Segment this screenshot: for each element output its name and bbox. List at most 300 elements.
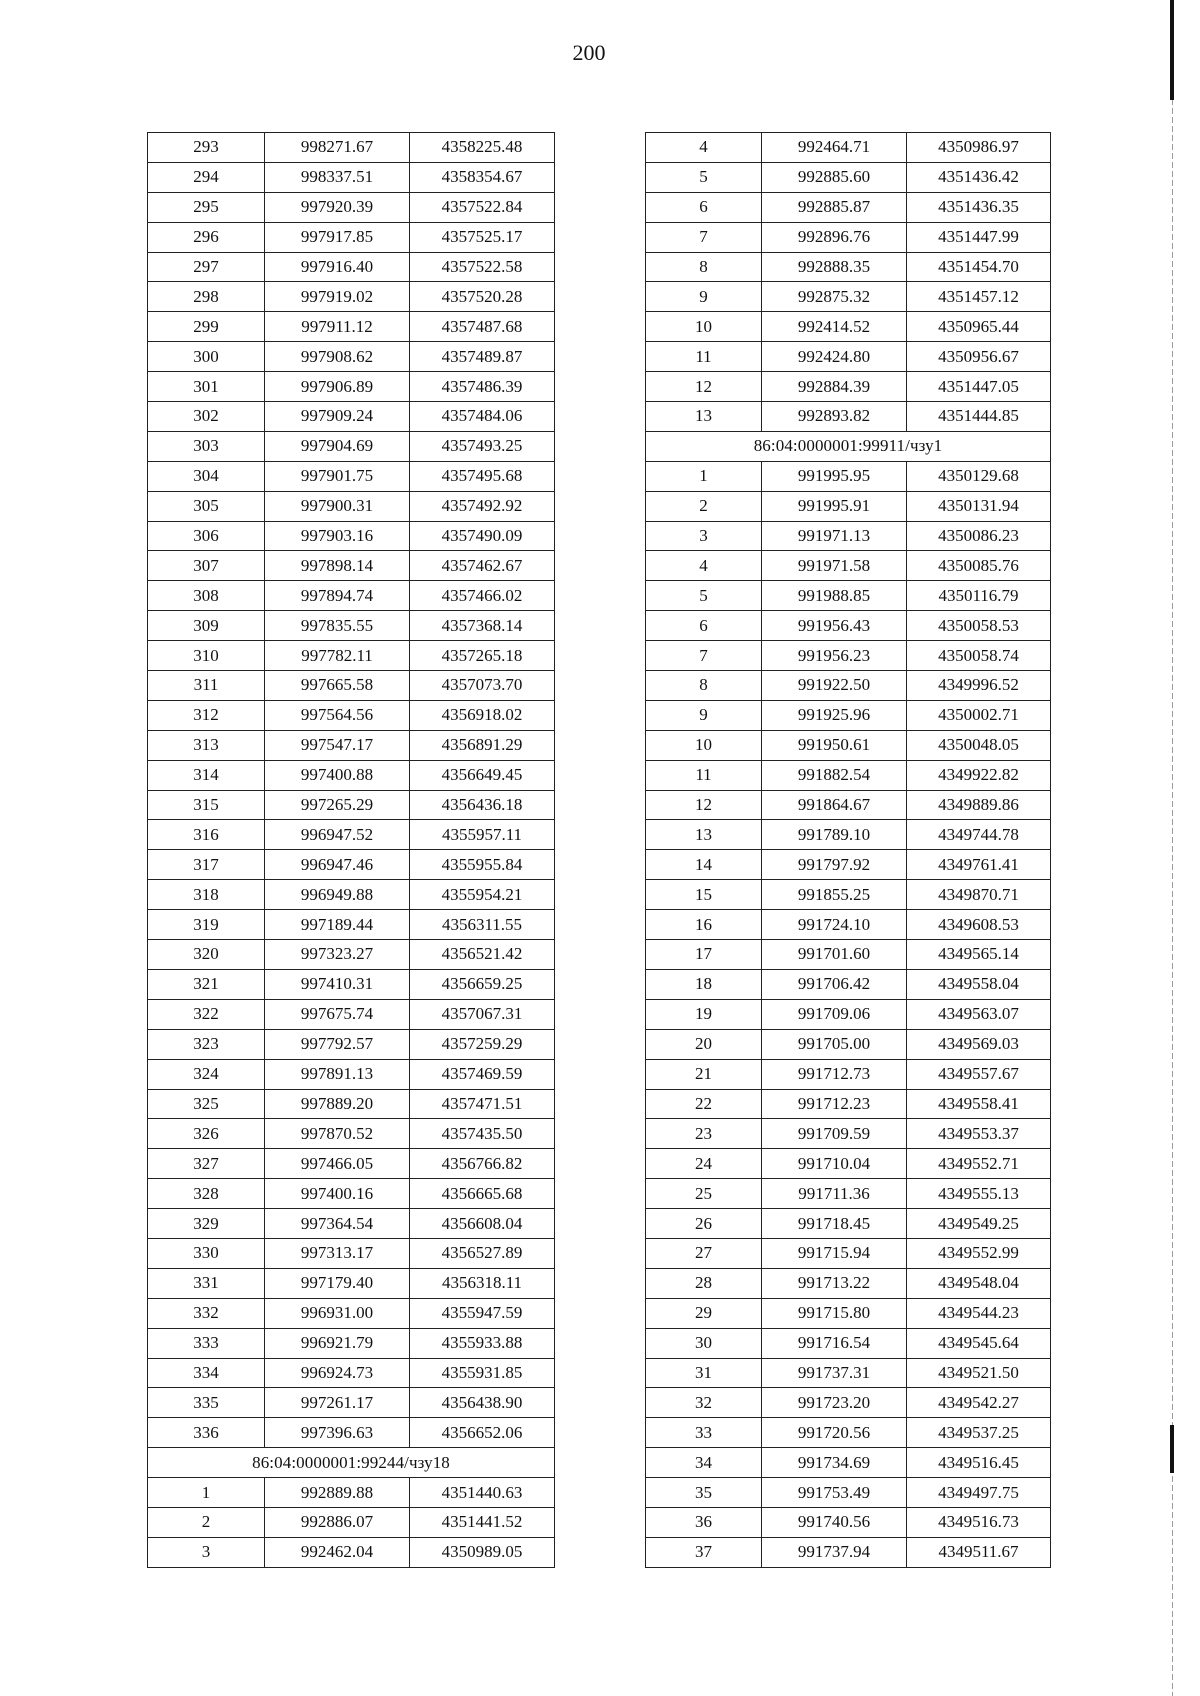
point-number-cell: 23 [646, 1119, 762, 1149]
x-coordinate-cell: 991925.96 [762, 700, 907, 730]
x-coordinate-cell: 992896.76 [762, 222, 907, 252]
point-number-cell: 295 [148, 192, 265, 222]
page-number: 200 [572, 40, 606, 65]
x-coordinate-cell: 991706.42 [762, 969, 907, 999]
table-row [646, 700, 1051, 730]
table-row [646, 1358, 1051, 1388]
point-number-cell: 316 [148, 820, 265, 850]
table-row [148, 521, 555, 551]
table-row [646, 880, 1051, 910]
y-coordinate-cell: 4349744.78 [907, 820, 1051, 850]
point-number-cell: 10 [646, 730, 762, 760]
table-row [646, 1149, 1051, 1179]
y-coordinate-cell: 4357525.17 [410, 222, 555, 252]
table-row [646, 850, 1051, 880]
y-coordinate-cell: 4355933.88 [410, 1328, 555, 1358]
point-number-cell: 13 [646, 820, 762, 850]
y-coordinate-cell: 4349548.04 [907, 1268, 1051, 1298]
table-row [148, 1149, 555, 1179]
x-coordinate-cell: 991753.49 [762, 1478, 907, 1508]
table-row [148, 1328, 555, 1358]
y-coordinate-cell: 4356521.42 [410, 940, 555, 970]
x-coordinate-cell: 997904.69 [265, 431, 410, 461]
point-number-cell: 311 [148, 671, 265, 701]
table-row [148, 790, 555, 820]
y-coordinate-cell: 4350116.79 [907, 581, 1051, 611]
y-coordinate-cell: 4358354.67 [410, 162, 555, 192]
point-number-cell: 306 [148, 521, 265, 551]
y-coordinate-cell: 4349889.86 [907, 790, 1051, 820]
table-row [148, 880, 555, 910]
y-coordinate-cell: 4349516.45 [907, 1448, 1051, 1478]
table-row [148, 1059, 555, 1089]
x-coordinate-cell: 997792.57 [265, 1029, 410, 1059]
point-number-cell: 6 [646, 611, 762, 641]
y-coordinate-cell: 4355955.84 [410, 850, 555, 880]
x-coordinate-cell: 997466.05 [265, 1149, 410, 1179]
y-coordinate-cell: 4356318.11 [410, 1268, 555, 1298]
scan-edge-mark [1170, 1425, 1174, 1473]
point-number-cell: 28 [646, 1268, 762, 1298]
table-row [646, 1418, 1051, 1448]
x-coordinate-cell: 997917.85 [265, 222, 410, 252]
y-coordinate-cell: 4349549.25 [907, 1209, 1051, 1239]
y-coordinate-cell: 4349569.03 [907, 1029, 1051, 1059]
x-coordinate-cell: 997782.11 [265, 641, 410, 671]
table-row [148, 671, 555, 701]
table-row [148, 969, 555, 999]
point-number-cell: 11 [646, 342, 762, 372]
table-row [646, 940, 1051, 970]
table-row [646, 491, 1051, 521]
point-number-cell: 335 [148, 1388, 265, 1418]
x-coordinate-cell: 991712.73 [762, 1059, 907, 1089]
y-coordinate-cell: 4349761.41 [907, 850, 1051, 880]
point-number-cell: 9 [646, 700, 762, 730]
x-coordinate-cell: 996947.52 [265, 820, 410, 850]
point-number-cell: 328 [148, 1179, 265, 1209]
x-coordinate-cell: 998337.51 [265, 162, 410, 192]
table-row [646, 162, 1051, 192]
table-row [148, 431, 555, 461]
point-number-cell: 324 [148, 1059, 265, 1089]
coordinates-table-right [645, 132, 1051, 1568]
y-coordinate-cell: 4349608.53 [907, 910, 1051, 940]
point-number-cell: 12 [646, 790, 762, 820]
table-row [646, 1119, 1051, 1149]
table-row [646, 790, 1051, 820]
y-coordinate-cell: 4351444.85 [907, 402, 1051, 432]
table-row [646, 730, 1051, 760]
table-row [148, 342, 555, 372]
point-number-cell: 5 [646, 162, 762, 192]
table-row [148, 730, 555, 760]
y-coordinate-cell: 4349552.99 [907, 1238, 1051, 1268]
x-coordinate-cell: 992885.87 [762, 192, 907, 222]
point-number-cell: 25 [646, 1179, 762, 1209]
point-number-cell: 16 [646, 910, 762, 940]
point-number-cell: 21 [646, 1059, 762, 1089]
x-coordinate-cell: 991718.45 [762, 1209, 907, 1239]
y-coordinate-cell: 4356918.02 [410, 700, 555, 730]
point-number-cell: 298 [148, 282, 265, 312]
point-number-cell: 30 [646, 1328, 762, 1358]
point-number-cell: 325 [148, 1089, 265, 1119]
x-coordinate-cell: 991701.60 [762, 940, 907, 970]
x-coordinate-cell: 991864.67 [762, 790, 907, 820]
x-coordinate-cell: 991922.50 [762, 671, 907, 701]
y-coordinate-cell: 4350085.76 [907, 551, 1051, 581]
table-row [148, 1268, 555, 1298]
y-coordinate-cell: 4357067.31 [410, 999, 555, 1029]
point-number-cell: 308 [148, 581, 265, 611]
x-coordinate-cell: 991882.54 [762, 760, 907, 790]
point-number-cell: 18 [646, 969, 762, 999]
point-number-cell: 6 [646, 192, 762, 222]
point-number-cell: 34 [646, 1448, 762, 1478]
x-coordinate-cell: 997179.40 [265, 1268, 410, 1298]
table-row [148, 402, 555, 432]
x-coordinate-cell: 997911.12 [265, 312, 410, 342]
table-row [646, 461, 1051, 491]
y-coordinate-cell: 4356659.25 [410, 969, 555, 999]
table-row [148, 999, 555, 1029]
point-number-cell: 36 [646, 1507, 762, 1537]
table-row [646, 1388, 1051, 1418]
y-coordinate-cell: 4349558.04 [907, 969, 1051, 999]
point-number-cell: 1 [646, 461, 762, 491]
point-number-cell: 32 [646, 1388, 762, 1418]
table-row [646, 1537, 1051, 1567]
table-row [148, 461, 555, 491]
x-coordinate-cell: 991956.23 [762, 641, 907, 671]
point-number-cell: 7 [646, 641, 762, 671]
x-coordinate-cell: 992885.60 [762, 162, 907, 192]
y-coordinate-cell: 4349922.82 [907, 760, 1051, 790]
table-row [646, 581, 1051, 611]
y-coordinate-cell: 4349511.67 [907, 1537, 1051, 1567]
table-row [646, 1089, 1051, 1119]
table-row [148, 491, 555, 521]
x-coordinate-cell: 991740.56 [762, 1507, 907, 1537]
point-number-cell: 307 [148, 551, 265, 581]
table-row [646, 312, 1051, 342]
table-row [148, 222, 555, 252]
y-coordinate-cell: 4350989.05 [410, 1537, 555, 1567]
x-coordinate-cell: 996924.73 [265, 1358, 410, 1388]
table-row [646, 342, 1051, 372]
point-number-cell: 322 [148, 999, 265, 1029]
point-number-cell: 313 [148, 730, 265, 760]
table-row [148, 133, 555, 163]
y-coordinate-cell: 4356608.04 [410, 1209, 555, 1239]
point-number-cell: 8 [646, 671, 762, 701]
x-coordinate-cell: 992462.04 [265, 1537, 410, 1567]
point-number-cell: 37 [646, 1537, 762, 1567]
y-coordinate-cell: 4351447.05 [907, 372, 1051, 402]
table-row [148, 940, 555, 970]
x-coordinate-cell: 991855.25 [762, 880, 907, 910]
y-coordinate-cell: 4357466.02 [410, 581, 555, 611]
y-coordinate-cell: 4356527.89 [410, 1238, 555, 1268]
point-number-cell: 310 [148, 641, 265, 671]
point-number-cell: 35 [646, 1478, 762, 1508]
x-coordinate-cell: 997675.74 [265, 999, 410, 1029]
table-row [646, 1209, 1051, 1239]
y-coordinate-cell: 4350058.53 [907, 611, 1051, 641]
x-coordinate-cell: 997261.17 [265, 1388, 410, 1418]
point-number-cell: 7 [646, 222, 762, 252]
y-coordinate-cell: 4357487.68 [410, 312, 555, 342]
point-number-cell: 12 [646, 372, 762, 402]
y-coordinate-cell: 4349557.67 [907, 1059, 1051, 1089]
y-coordinate-cell: 4357484.06 [410, 402, 555, 432]
point-number-cell: 312 [148, 700, 265, 730]
point-number-cell: 323 [148, 1029, 265, 1059]
x-coordinate-cell: 996949.88 [265, 880, 410, 910]
y-coordinate-cell: 4349537.25 [907, 1418, 1051, 1448]
table-row [646, 252, 1051, 282]
y-coordinate-cell: 4349996.52 [907, 671, 1051, 701]
table-row [148, 910, 555, 940]
table-row [148, 1418, 555, 1448]
coordinates-table-left [147, 132, 555, 1568]
x-coordinate-cell: 992414.52 [762, 312, 907, 342]
x-coordinate-cell: 991737.31 [762, 1358, 907, 1388]
x-coordinate-cell: 997564.56 [265, 700, 410, 730]
y-coordinate-cell: 4350048.05 [907, 730, 1051, 760]
table-row [148, 1029, 555, 1059]
y-coordinate-cell: 4357520.28 [410, 282, 555, 312]
x-coordinate-cell: 997323.27 [265, 940, 410, 970]
x-coordinate-cell: 991988.85 [762, 581, 907, 611]
y-coordinate-cell: 4349545.64 [907, 1328, 1051, 1358]
x-coordinate-cell: 997903.16 [265, 521, 410, 551]
table-row [646, 910, 1051, 940]
coordinates-table-body [646, 133, 1051, 1568]
y-coordinate-cell: 4351440.63 [410, 1478, 555, 1508]
point-number-cell: 299 [148, 312, 265, 342]
table-row [646, 133, 1051, 163]
table-row [148, 1209, 555, 1239]
y-coordinate-cell: 4357471.51 [410, 1089, 555, 1119]
section-header-cell: 86:04:0000001:99911/чзу1 [646, 431, 1051, 461]
x-coordinate-cell: 997908.62 [265, 342, 410, 372]
x-coordinate-cell: 997547.17 [265, 730, 410, 760]
point-number-cell: 305 [148, 491, 265, 521]
point-number-cell: 329 [148, 1209, 265, 1239]
y-coordinate-cell: 4350086.23 [907, 521, 1051, 551]
table-row [646, 1298, 1051, 1328]
x-coordinate-cell: 997891.13 [265, 1059, 410, 1089]
y-coordinate-cell: 4356311.55 [410, 910, 555, 940]
table-row [646, 372, 1051, 402]
table-row [646, 1478, 1051, 1508]
y-coordinate-cell: 4349553.37 [907, 1119, 1051, 1149]
point-number-cell: 3 [646, 521, 762, 551]
table-row [646, 551, 1051, 581]
x-coordinate-cell: 991712.23 [762, 1089, 907, 1119]
y-coordinate-cell: 4350131.94 [907, 491, 1051, 521]
point-number-cell: 321 [148, 969, 265, 999]
point-number-cell: 24 [646, 1149, 762, 1179]
x-coordinate-cell: 997189.44 [265, 910, 410, 940]
x-coordinate-cell: 992464.71 [762, 133, 907, 163]
x-coordinate-cell: 997889.20 [265, 1089, 410, 1119]
table-row [646, 611, 1051, 641]
point-number-cell: 20 [646, 1029, 762, 1059]
point-number-cell: 19 [646, 999, 762, 1029]
y-coordinate-cell: 4351441.52 [410, 1507, 555, 1537]
point-number-cell: 5 [646, 581, 762, 611]
point-number-cell: 13 [646, 402, 762, 432]
y-coordinate-cell: 4356766.82 [410, 1149, 555, 1179]
y-coordinate-cell: 4351436.35 [907, 192, 1051, 222]
table-row [148, 1478, 555, 1508]
x-coordinate-cell: 997919.02 [265, 282, 410, 312]
y-coordinate-cell: 4349521.50 [907, 1358, 1051, 1388]
table-row [646, 671, 1051, 701]
y-coordinate-cell: 4357495.68 [410, 461, 555, 491]
point-number-cell: 26 [646, 1209, 762, 1239]
y-coordinate-cell: 4357265.18 [410, 641, 555, 671]
point-number-cell: 27 [646, 1238, 762, 1268]
point-number-cell: 29 [646, 1298, 762, 1328]
x-coordinate-cell: 991711.36 [762, 1179, 907, 1209]
x-coordinate-cell: 991715.80 [762, 1298, 907, 1328]
y-coordinate-cell: 4356665.68 [410, 1179, 555, 1209]
coordinates-table-body [148, 133, 555, 1568]
point-number-cell: 14 [646, 850, 762, 880]
y-coordinate-cell: 4350986.97 [907, 133, 1051, 163]
x-coordinate-cell: 997265.29 [265, 790, 410, 820]
point-number-cell: 293 [148, 133, 265, 163]
x-coordinate-cell: 991705.00 [762, 1029, 907, 1059]
table-row [646, 1448, 1051, 1478]
x-coordinate-cell: 997916.40 [265, 252, 410, 282]
y-coordinate-cell: 4349542.27 [907, 1388, 1051, 1418]
table-row [148, 282, 555, 312]
point-number-cell: 319 [148, 910, 265, 940]
point-number-cell: 31 [646, 1358, 762, 1388]
table-row [148, 1358, 555, 1388]
point-number-cell: 17 [646, 940, 762, 970]
point-number-cell: 309 [148, 611, 265, 641]
table-row [646, 999, 1051, 1029]
point-number-cell: 9 [646, 282, 762, 312]
x-coordinate-cell: 997400.88 [265, 760, 410, 790]
point-number-cell: 8 [646, 252, 762, 282]
y-coordinate-cell: 4349544.23 [907, 1298, 1051, 1328]
x-coordinate-cell: 997909.24 [265, 402, 410, 432]
table-row [646, 222, 1051, 252]
x-coordinate-cell: 997835.55 [265, 611, 410, 641]
y-coordinate-cell: 4357486.39 [410, 372, 555, 402]
table-row [148, 162, 555, 192]
table-row [646, 1507, 1051, 1537]
y-coordinate-cell: 4350002.71 [907, 700, 1051, 730]
table-row [148, 312, 555, 342]
y-coordinate-cell: 4351436.42 [907, 162, 1051, 192]
x-coordinate-cell: 997665.58 [265, 671, 410, 701]
table-row [646, 969, 1051, 999]
point-number-cell: 15 [646, 880, 762, 910]
x-coordinate-cell: 997400.16 [265, 1179, 410, 1209]
point-number-cell: 22 [646, 1089, 762, 1119]
x-coordinate-cell: 997894.74 [265, 581, 410, 611]
y-coordinate-cell: 4355954.21 [410, 880, 555, 910]
x-coordinate-cell: 992875.32 [762, 282, 907, 312]
y-coordinate-cell: 4350129.68 [907, 461, 1051, 491]
y-coordinate-cell: 4357490.09 [410, 521, 555, 551]
y-coordinate-cell: 4357259.29 [410, 1029, 555, 1059]
point-number-cell: 11 [646, 760, 762, 790]
y-coordinate-cell: 4357493.25 [410, 431, 555, 461]
y-coordinate-cell: 4351454.70 [907, 252, 1051, 282]
point-number-cell: 301 [148, 372, 265, 402]
x-coordinate-cell: 997410.31 [265, 969, 410, 999]
point-number-cell: 331 [148, 1268, 265, 1298]
point-number-cell: 334 [148, 1358, 265, 1388]
x-coordinate-cell: 991995.95 [762, 461, 907, 491]
x-coordinate-cell: 998271.67 [265, 133, 410, 163]
x-coordinate-cell: 997870.52 [265, 1119, 410, 1149]
section-row [148, 1448, 555, 1478]
y-coordinate-cell: 4349552.71 [907, 1149, 1051, 1179]
x-coordinate-cell: 991734.69 [762, 1448, 907, 1478]
x-coordinate-cell: 991950.61 [762, 730, 907, 760]
table-row [148, 1089, 555, 1119]
table-row [646, 1059, 1051, 1089]
point-number-cell: 303 [148, 431, 265, 461]
table-row [148, 820, 555, 850]
y-coordinate-cell: 4357522.58 [410, 252, 555, 282]
x-coordinate-cell: 991710.04 [762, 1149, 907, 1179]
table-row [148, 551, 555, 581]
point-number-cell: 294 [148, 162, 265, 192]
section-header-cell: 86:04:0000001:99244/чзу18 [148, 1448, 555, 1478]
x-coordinate-cell: 991956.43 [762, 611, 907, 641]
point-number-cell: 10 [646, 312, 762, 342]
table-row [148, 850, 555, 880]
x-coordinate-cell: 991971.58 [762, 551, 907, 581]
point-number-cell: 300 [148, 342, 265, 372]
point-number-cell: 4 [646, 133, 762, 163]
point-number-cell: 302 [148, 402, 265, 432]
y-coordinate-cell: 4356891.29 [410, 730, 555, 760]
point-number-cell: 327 [148, 1149, 265, 1179]
table-row [646, 760, 1051, 790]
y-coordinate-cell: 4351447.99 [907, 222, 1051, 252]
y-coordinate-cell: 4350965.44 [907, 312, 1051, 342]
y-coordinate-cell: 4356436.18 [410, 790, 555, 820]
y-coordinate-cell: 4351457.12 [907, 282, 1051, 312]
point-number-cell: 1 [148, 1478, 265, 1508]
section-row [646, 431, 1051, 461]
y-coordinate-cell: 4350956.67 [907, 342, 1051, 372]
x-coordinate-cell: 992886.07 [265, 1507, 410, 1537]
table-row [646, 820, 1051, 850]
table-row [646, 521, 1051, 551]
x-coordinate-cell: 992889.88 [265, 1478, 410, 1508]
table-row [646, 1029, 1051, 1059]
x-coordinate-cell: 992884.39 [762, 372, 907, 402]
y-coordinate-cell: 4349563.07 [907, 999, 1051, 1029]
y-coordinate-cell: 4355957.11 [410, 820, 555, 850]
table-row [148, 611, 555, 641]
y-coordinate-cell: 4357522.84 [410, 192, 555, 222]
table-row [646, 1268, 1051, 1298]
